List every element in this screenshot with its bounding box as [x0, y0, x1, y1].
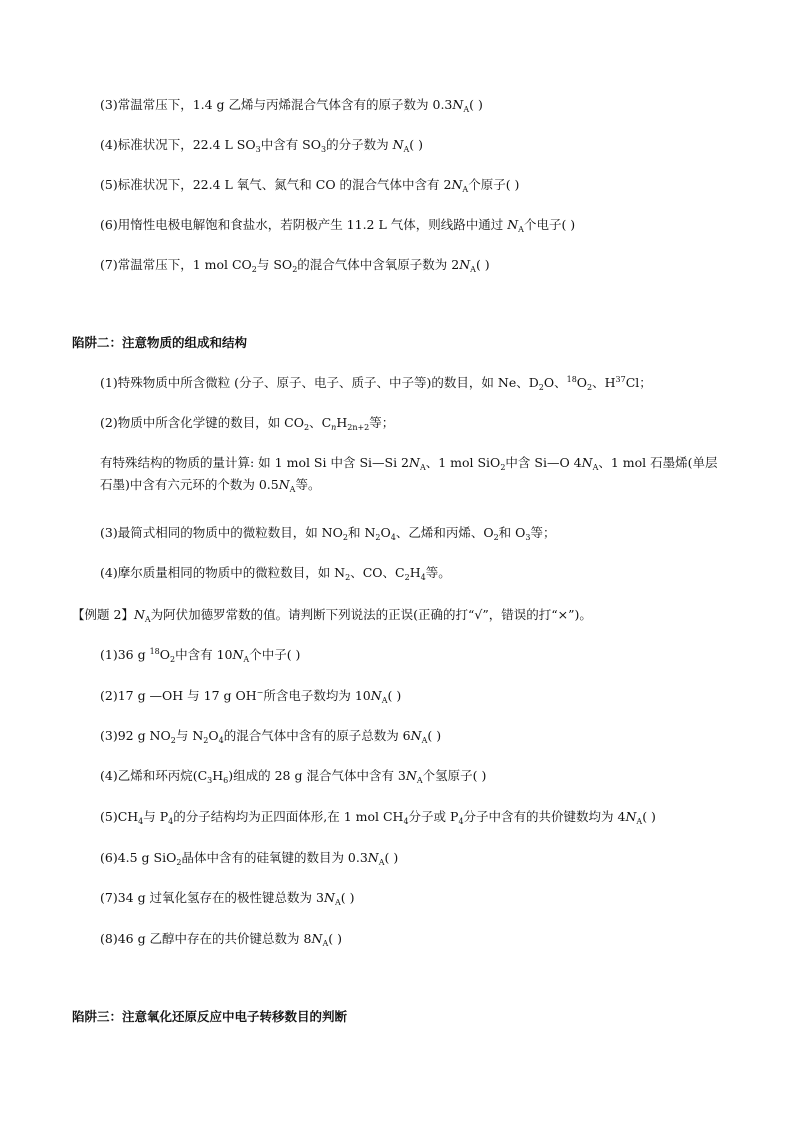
question-6: (6)用惰性电极电解饱和食盐水，若阴极产生 11.2 L 气体，则线路中通过 $N_A$个电子( )	[100, 217, 576, 234]
example2-intro: 【例题 2】$N_A$为阿伏加德罗常数的值。请判断下列说法的正误(正确的打“√”，错误的打“×”)。	[72, 607, 592, 624]
trap2-point-1: (1)特殊物质中所含微粒 (分子、原子、电子、质子、中子等)的数目，如 Ne、$D_2O$、$^{18}O_2$、$H^{37}Cl$；	[100, 375, 652, 392]
example2-q5: $(5)CH_4$与 $P_4$的分子结构均为正四面体形,在 1 mol $CH_4$分子或 $P_4$分子中含有的共价键数均为 $4N_A$( )	[100, 809, 656, 826]
example2-q3: (3)92 g $NO_2$与 $N_2O_4$的混合气体中含有的原子总数为 $6N_A$( )	[100, 728, 442, 745]
example2-q7: (7)34 g 过氧化氢存在的极性键总数为 $3N_A$( )	[100, 890, 355, 907]
trap2-heading: 陷阱二：注意物质的组成和结构	[72, 335, 248, 350]
question-4: (4)标准状况下，22.4 L $SO_3$中含有 $SO_3$的分子数为 $N_A$( )	[100, 137, 424, 154]
trap3-heading: 陷阱三：注意氧化还原反应中电子转移数目的判断	[72, 1009, 348, 1024]
example2-q6: (6)4.5 g SiO$_2$晶体中含有的硅氧键的数目为 $0.3N_A$( )	[100, 850, 399, 867]
trap2-point-4: (4)摩尔质量相同的物质中的微粒数目，如 $N_2$、CO、$C_2H_4$等。	[100, 565, 451, 582]
trap2-point-3: (3)最简式相同的物质中的微粒数目，如 $NO_2$和 $N_2O_4$、乙烯和丙烯、$O_2$和 $O_3$等；	[100, 525, 556, 542]
question-7: (7)常温常压下，1 mol $CO_2$与 $SO_2$的混合气体中含氧原子数为 $2N_A$( )	[100, 257, 490, 274]
example2-q2: (2)17 g —OH 与 17 g OH−所含电子数均为 $10N_A$( )	[100, 688, 402, 705]
trap2-special-structure: 有特殊结构的物质的量计算: 如 1 mol Si 中含 Si—Si $2N_A$、1 mol SiO$_2$中含 Si—O $4N_A$、1 mol 石墨烯(单层石墨)中含有六元环的个数为 $0.5N_A$等。	[100, 455, 718, 494]
example2-q1: (1)36 g $^{18}O_2$中含有 $10N_A$个中子( )	[100, 647, 301, 664]
trap2-point-2: (2)物质中所含化学键的数目，如 $CO_2$、$C_nH_{2n+2}$等；	[100, 415, 395, 432]
question-5: (5)标准状况下，22.4 L 氧气、氮气和 CO 的混合气体中含有 $2N_A$个原子( )	[100, 177, 520, 194]
example2-q4: (4)乙烯和环丙烷$(C_3H_6)$组成的 28 g 混合气体中含有 $3N_A$个氢原子( )	[100, 768, 487, 785]
question-3: (3)常温常压下，1.4 g 乙烯与丙烯混合气体含有的原子数为 $0.3N_A$( )	[100, 97, 483, 114]
example2-q8: (8)46 g 乙醇中存在的共价键总数为 $8N_A$( )	[100, 931, 342, 948]
